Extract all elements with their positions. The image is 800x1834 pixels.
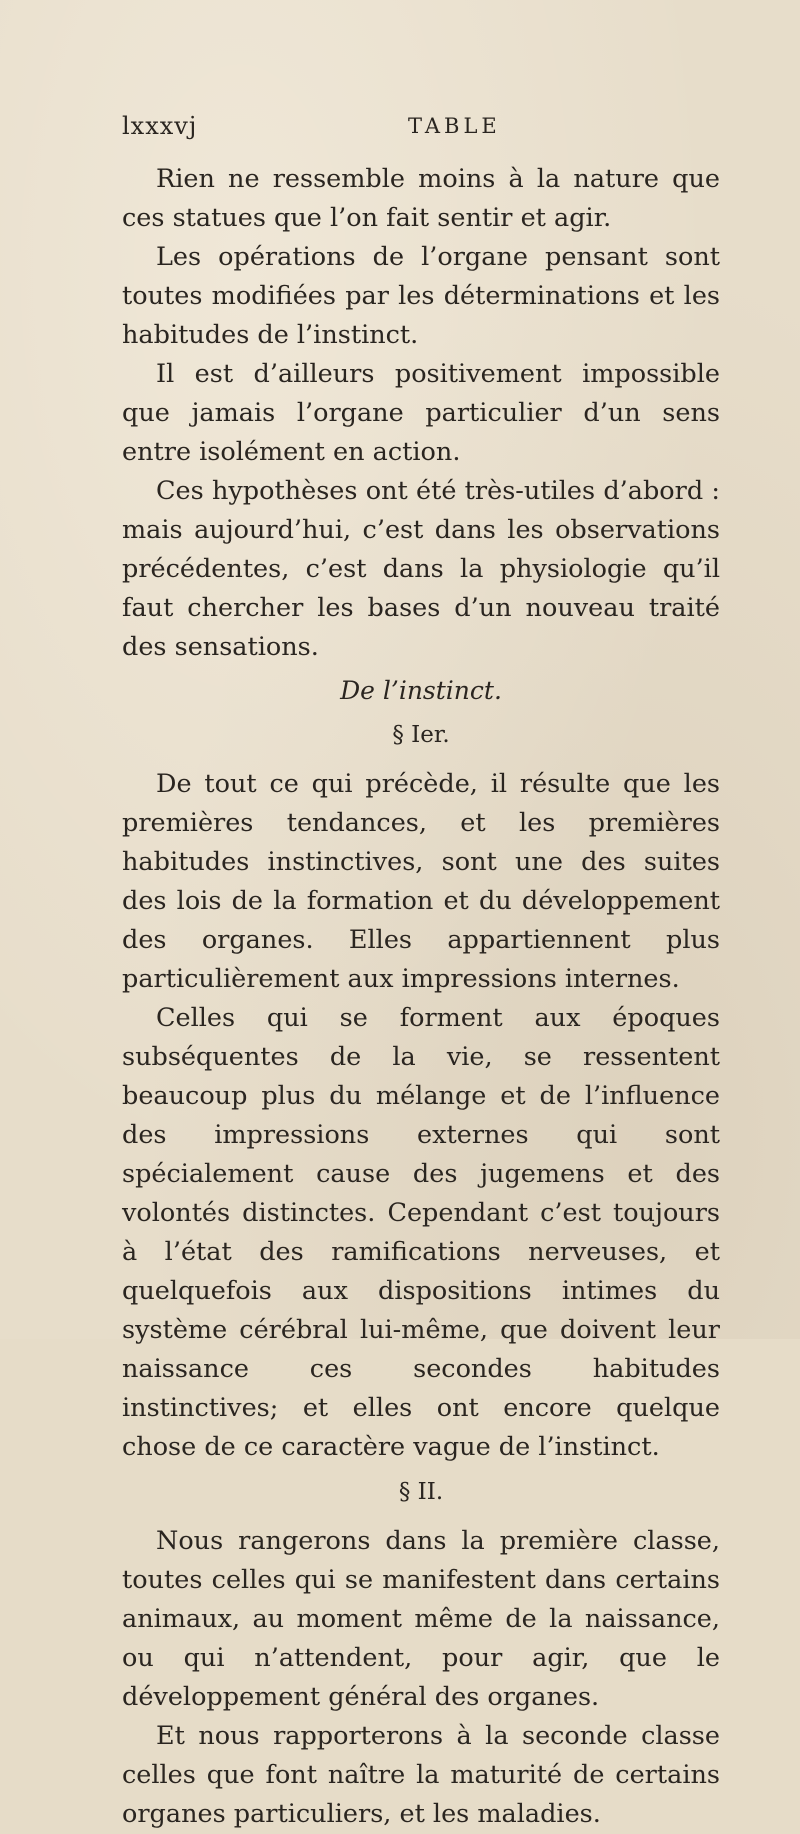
running-head [122,112,720,148]
paragraph: De tout ce qui précède, il résulte que les premières tendances, et les premières habitudes instinctives, sont une des suites des lois de la formation et du développement des organes. Elles appartiennent plus particulièrement aux impressions internes. [122,769,720,994]
paragraph: Ces hypothèses ont été très-utiles d’abord : mais aujourd’hui, c’est dans les observations précédentes, c’est dans la physiologie qu’il faut chercher les bases d’un nouveau traité des sensations. [122,476,720,662]
paragraph: Les opérations de l’organe pensant sont toutes modifiées par les déterminations et les habitudes de l’instinct. [122,242,720,350]
text-block [122,160,720,1834]
paragraph: Et nous rapporterons à la seconde classe celles que font naître la maturité de certains organes particuliers, et les maladies. [122,1721,720,1829]
section-mark-2: § II. [398,1479,444,1505]
section-heading: De l’instinct. [340,676,502,705]
paragraph: Celles qui se forment aux époques subséquentes de la vie, se ressentent beaucoup plus du mélange et de l’influence des impressions externes qui sont spécialement cause des jugemens et des volontés distinctes. Cependant c’est toujours à l’état des ramifications nerveuses, et quelquefois aux dispositions intimes du système cérébral lui-même, que doivent leur naissance ces secondes habitudes instinctives; et elles ont encore quelque chose de ce caractère vague de l’instinct. [122,1003,720,1462]
paragraph: Rien ne ressemble moins à la nature que ces statues que l’on fait sentir et agir. [122,164,720,233]
page-number: lxxxvj [122,112,198,140]
paragraph: Nous rangerons dans la première classe, toutes celles qui se manifestent dans certains animaux, au moment même de la naissance, ou qui n’attendent, pour agir, que le développement général des organes. [122,1526,720,1712]
paragraph: Il est d’ailleurs positivement impossible que jamais l’organe particulier d’un sens entre isolément en action. [122,359,720,467]
running-title: TABLE [408,114,501,138]
section-mark-1: § Ier. [392,722,450,748]
